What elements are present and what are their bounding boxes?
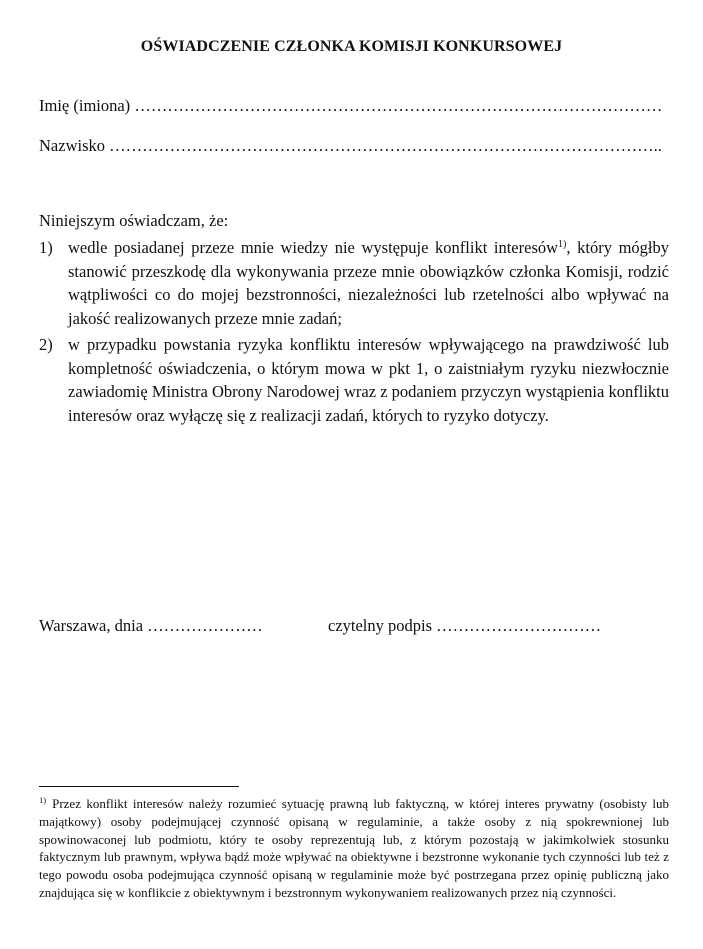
name-fill-line: …………………………………………………………………………………… bbox=[134, 96, 663, 115]
item-text-part: , który mógłby stanowić przeszkodę dla wykonywania przeze mnie obowiązków członka Komisji, rodzić wątpliwości co do mojej bezstronności, niezależności lub rzetelności albo wpływać na jakość realizowanych przeze mnie zadań; bbox=[68, 238, 670, 328]
signature-field: czytelny podpis ………………………… bbox=[328, 616, 602, 635]
document-title: OŚWIADCZENIE CZŁONKA KOMISJI KONKURSOWEJ bbox=[140, 38, 563, 55]
surname-label: Nazwisko bbox=[39, 136, 105, 155]
item-text-part: wedle posiadanej przeze mnie wiedzy nie występuje konflikt interesów bbox=[68, 238, 559, 257]
declaration-item bbox=[39, 236, 669, 330]
declaration-intro: Niniejszym oświadczam, że: bbox=[39, 211, 229, 230]
name-label: Imię (imiona) bbox=[39, 96, 131, 115]
item-text: w przypadku powstania ryzyka konfliktu interesów wpływającego na prawdziwość lub kompletność oświadczenia, o którym mowa w pkt 1, o zaistniałym ryzyku niezwłocznie zawiadomię Ministra Obrony Narodowej wraz z podaniem przyczyn wystąpienia konfliktu interesów oraz wyłączę się z realizacji zadań, których to ryzyko dotyczy. bbox=[68, 335, 669, 425]
item-number: 2) bbox=[39, 335, 53, 354]
footnote bbox=[39, 795, 669, 902]
place-date-field: Warszawa, dnia ………………… bbox=[39, 616, 263, 635]
footnote-text: Przez konflikt interesów należy rozumieć sytuację prawną lub faktyczną, w której interes prywatny (osobisty lub majątkowy) osoby podejmującej czynność opisaną w regulaminie, a także osoby z nią spokrewnionej lub spowinowaconej lub podmiotu, który te osoby reprezentują lub, z którym pozostają w jakimkolwiek stosunku faktycznym lub prawnym, wpływa bądź może wpływać na obiektywne i bezstronne wykonanie tych czynności lub też z tego powodu osoba podejmująca czynność opisaną w regulaminie może być postrzegana przez opinię publiczną jako znajdująca się w konflikcie z obiektywnym i bezstronnym wykonywaniem realizowanych przez nią czynności. bbox=[39, 796, 669, 900]
surname-field bbox=[39, 136, 662, 156]
item-text bbox=[68, 236, 669, 330]
surname-fill-line: ……………………………………………………………………………………….. bbox=[109, 136, 662, 155]
declaration-item bbox=[39, 333, 669, 427]
item-number: 1) bbox=[39, 238, 53, 257]
footnote-marker: 1) bbox=[39, 795, 47, 805]
footnote-divider bbox=[39, 786, 239, 787]
footnote-reference: 1) bbox=[558, 239, 567, 250]
name-field bbox=[39, 96, 662, 116]
